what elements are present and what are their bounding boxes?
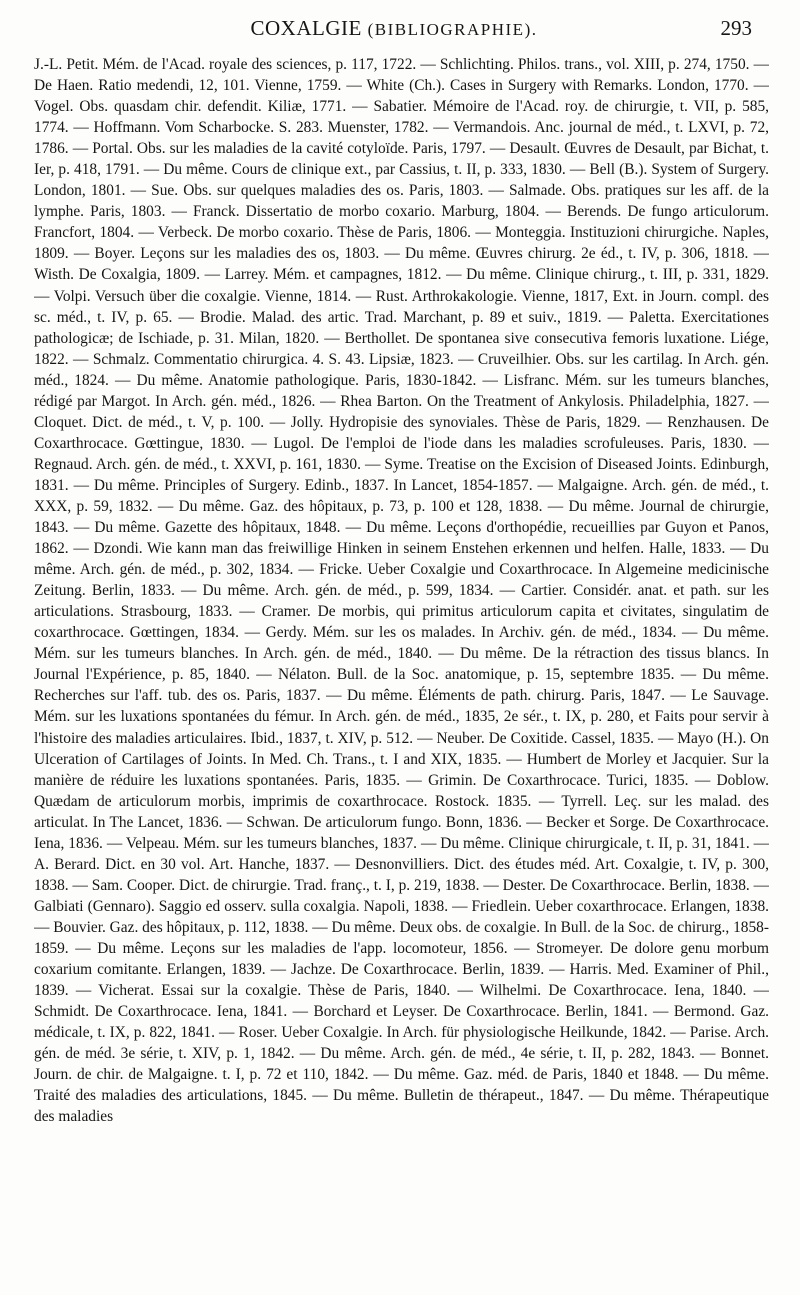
running-title-sub: (BIBLIOGRAPHIE).	[367, 20, 538, 39]
page-number: 293	[720, 16, 752, 40]
page-header	[36, 10, 752, 46]
running-title	[36, 16, 752, 41]
running-title-main: COXALGIE	[250, 16, 362, 40]
bibliography-body	[34, 54, 769, 1284]
bibliography-paragraph: J.-L. Petit. Mém. de l'Acad. royale des sciences, p. 117, 1722. — Schlichting. Philos. trans., vol. XIII, p. 274, 1750. — De Haen. Ratio medendi, 12, 101. Vienne, 1759. — White (Ch.). Cases in Surgery with Remarks. London, 1770. — Vogel. Obs. quasdam chir. defendit. Kiliæ, 1771. — Sabatier. Mémoire de l'Acad. roy. de chirurgie, t. VII, p. 585, 1774. — Hoffmann. Vom Scharbocke. S. 283. Muenster, 1782. — Vermandois. Anc. journal de méd., t. LXVI, p. 72, 1786. — Portal. Obs. sur les maladies de la cavité cotyloïde. Paris, 1797. — Desault. Œuvres de Desault, par Bichat, t. Ier, p. 418, 1791. — Du même. Cours de clinique ext., par Cassius, t. II, p. 333, 1830. — Bell (B.). System of Surgery. London, 1801. — Sue. Obs. sur quelques maladies des os. Paris, 1803. — Salmade. Obs. pratiques sur les aff. de la lymphe. Paris, 1803. — Franck. Dissertatio de morbo coxario. Marburg, 1804. — Berends. De fungo articulorum. Francfort, 1804. — Verbeck. De morbo coxario. Thèse de Paris, 1806. — Monteggia. Instituzioni chirurgiche. Naples, 1809. — Boyer. Leçons sur les maladies des os, 1803. — Du même. Œuvres chirurg. 2e éd., t. IV, p. 306, 1818. — Wisth. De Coxalgia, 1809. — Larrey. Mém. et campagnes, 1812. — Du même. Clinique chirurg., t. III, p. 331, 1829. — Volpi. Versuch über die coxalgie. Vienne, 1814. — Rust. Arthrokakologie. Vienne, 1817, Ext. in Journ. compl. des sc. méd., t. IV, p. 65. — Brodie. Malad. des artic. Trad. Marchant, p. 89 et suiv., 1819. — Paletta. Exercitationes pathologicæ; de Ischiade, p. 31. Milan, 1820. — Berthollet. De spontanea sive consecutiva femoris luxatione. Liége, 1822. — Schmalz. Commentatio chirurgica. 4. S. 43. Lipsiæ, 1823. — Cruveilhier. Obs. sur les cartilag. In Arch. gén. méd., 1824. — Du même. Anatomie pathologique. Paris, 1830-1842. — Lisfranc. Mém. sur les tumeurs blanches, rédigé par Margot. In Arch. gén. méd., 1826. — Rhea Barton. On the Treatment of Ankylosis. Philadelphia, 1827. — Cloquet. Dict. de méd., t. V, p. 100. — Jolly. Hydropisie des synoviales. Thèse de Paris, 1829. — Renzhausen. De Coxarthrocace. Gœttingue, 1830. — Lugol. De l'emploi de l'iode dans les maladies scrofuleuses. Paris, 1830. — Regnaud. Arch. gén. de méd., t. XXVI, p. 161, 1830. — Syme. Treatise on the Excision of Diseased Joints. Edinburgh, 1831. — Du même. Principles of Surgery. Edinb., 1837. In Lancet, 1854-1857. — Malgaigne. Arch. gén. de méd., t. XXX, p. 59, 1832. — Du même. Gaz. des hôpitaux, p. 73, p. 100 et 128, 1838. — Du même. Journal de chirurgie, 1843. — Du même. Gazette des hôpitaux, 1848. — Du même. Leçons d'orthopédie, recueillies par Guyon et Panos, 1862. — Dzondi. Wie kann man das freiwillige Hinken in seinem Enstehen erkennen und helfen. Halle, 1833. — Du même. Arch. gén. de méd., p. 302, 1834. — Fricke. Ueber Coxalgie und Coxarthrocace. In Algemeine medicinische Zeitung. Berlin, 1833. — Du même. Arch. gén. de méd., p. 599, 1834. — Cartier. Considér. anat. et path. sur les articulations. Strasbourg, 1833. — Cramer. De morbis, qui primitus articulorum capita et civitates, singulatim de coxarthrocace. Gœttingen, 1834. — Gerdy. Mém. sur les os malades. In Archiv. gén. de méd., 1834. — Du même. Mém. sur les tumeurs blanches. In Arch. gén. de méd., 1840. — Du même. De la rétraction des tissus blancs. In Journal l'Expérience, p. 85, 1840. — Nélaton. Bull. de la Soc. anatomique, p. 15, septembre 1835. — Du même. Recherches sur l'aff. tub. des os. Paris, 1837. — Du même. Éléments de path. chirurg. Paris, 1847. — Le Sauvage. Mém. sur les luxations spontanées du fémur. In Arch. gén. de méd., 1835, 2e sér., t. IX, p. 280, et Faits pour servir à l'histoire des maladies articulaires. Ibid., 1837, t. XIV, p. 512. — Neuber. De Coxitide. Cassel, 1835. — Mayo (H.). On Ulceration of Cartilages of Joints. In Med. Ch. Trans., t. I and XIX, 1835. — Humbert de Morley et Jacquier. Sur la manière de réduire les luxations spontanées. Paris, 1835. — Grimin. De Coxarthrocace. Turici, 1835. — Doblow. Quædam de articulorum morbis, imprimis de coxarthrocace. Rostock. 1835. — Tyrrell. Leç. sur les malad. des articulat. In The Lancet, 1836. — Schwan. De articulorum fungo. Bonn, 1836. — Becker et Sorge. De Coxarthrocace. Iena, 1836. — Velpeau. Mém. sur les tumeurs blanches, 1837. — Du même. Clinique chirurgicale, t. II, p. 31, 1841. — A. Berard. Dict. en 30 vol. Art. Hanche, 1837. — Desnonvilliers. Dict. des études méd. Art. Coxalgie, t. IV, p. 300, 1838. — Sam. Cooper. Dict. de chirurgie. Trad. franç., t. I, p. 219, 1838. — Dester. De Coxarthrocace. Berlin, 1838. — Galbiati (Gennaro). Saggio ed osserv. sulla coxalgia. Napoli, 1838. — Friedlein. Ueber coxarthrocace. Erlangen, 1838. — Bouvier. Gaz. des hôpitaux, p. 112, 1838. — Du même. Deux obs. de coxalgie. In Bull. de la Soc. de chirurg., 1858-1859. — Du même. Leçons sur les maladies de l'app. locomoteur, 1856. — Stromeyer. De dolore genu morbum coxarium comitante. Erlangen, 1839. — Jachze. De Coxarthrocace. Berlin, 1839. — Harris. Med. Examiner of Phil., 1839. — Vicherat. Essai sur la coxalgie. Thèse de Paris, 1840. — Wilhelmi. De Coxarthrocace. Iena, 1840. — Schmidt. De Coxarthrocace. Iena, 1841. — Borchard et Leyser. De Coxarthrocace. Berlin, 1841. — Bermond. Gaz. médicale, t. IX, p. 822, 1841. — Roser. Ueber Coxalgie. In Arch. für physiologische Heilkunde, 1842. — Parise. Arch. gén. de méd. 3e série, t. XIV, p. 1, 1842. — Du même. Arch. gén. de méd., 4e série, t. II, p. 282, 1843. — Bonnet. Journ. de chir. de Malgaigne. t. I, p. 72 et 110, 1842. — Du même. Gaz. méd. de Paris, 1840 et 1848. — Du même. Traité des maladies des articulations, 1845. — Du même. Bulletin de thérapeut., 1847. — Du même. Thérapeutique des maladies	[34, 56, 769, 1126]
